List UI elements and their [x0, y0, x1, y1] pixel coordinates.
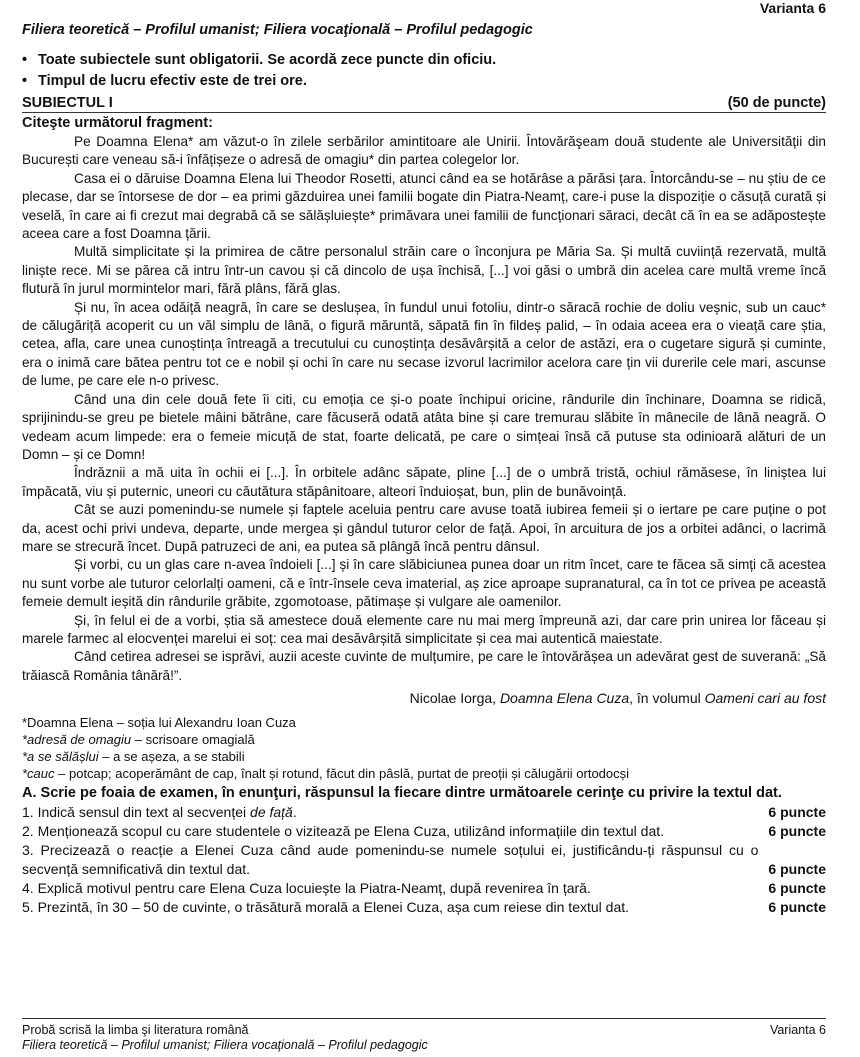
text-paragraph: Pe Doamna Elena* am văzut-o în zilele serbărilor amintitoare ale Unirii. Întovărăşeam două studente ale Universității din București care veneau să-i înfățișeze o adresă de omagiu* din partea colegelor lor. — [22, 134, 826, 168]
note-def: – soția lui Alexandru Ioan Cuza — [113, 714, 296, 730]
question-points: 6 puncte — [768, 860, 826, 877]
exam-header: Filiera teoretică – Profilul umanist; Filiera vocaţională – Profilul pedagogic — [22, 22, 533, 38]
question-item — [22, 841, 826, 879]
page-footer — [22, 1018, 826, 1053]
subject-points: (50 de puncte) — [727, 95, 826, 111]
question-text: 3. Precizează o reacție a Elenei Cuza când aude pomenindu-se numele soțului ei, justificându-ți răspunsul cu o secvență semnificativă din textul dat. — [22, 841, 759, 877]
text-paragraph: Când una din cele două fete îi citi, cu emoția ce și-o poate închipui oricine, rândurile din închinare, Doamna se ridică, sprijinindu-se greu pe bietele mâini bătrâne, care făcuseră odată atâta bine și care tremurau slăbite în mânecile de lână neagră. O vedeam acum limpede: era o femeie micuță de stat, foarte delicată, pe care o simțeai însă că putuse sta odinioară alături de un Domn – și ce Domn! — [22, 391, 826, 462]
question-text: 4. Explică motivul pentru care Elena Cuza locuiește la Piatra-Neamț, după revenirea în țară. — [22, 879, 591, 896]
question-text: 2. Menționează scopul cu care studentele o vizitează pe Elena Cuza, utilizând informațiile din textul dat. — [22, 822, 665, 839]
footer-variant: Varianta 6 — [769, 1023, 826, 1037]
source-title: Doamna Elena Cuza — [499, 690, 630, 707]
source-volume: Oameni cari au fost — [704, 690, 826, 707]
question-text-end: . — [292, 803, 297, 820]
text-paragraph: Și vorbi, cu un glas care n-avea îndoieli [...] și în care slăbiciunea punea doar un ritm încet, care te făcea să simți că acestea nu sunt vorbe ale tuturor celorlalți oameni, că e într-însele ceva imaterial, aș zice aproape supranatural, ca în tot ce privea pe această femeie demult ieșită din rândurile grăbite, zgomotoase, pătimașe și vulgare ale oamenilor. — [22, 557, 826, 610]
question-item — [22, 803, 826, 822]
rule-text: Timpul de lucru efectiv este de trei ore. — [38, 73, 307, 89]
note-term: *cauc — [22, 765, 55, 781]
note-def: – a se așeza, a se stabili — [98, 748, 245, 764]
question-points: 6 puncte — [768, 879, 826, 896]
footer-exam-name: Probă scrisă la limba şi literatura română — [22, 1023, 249, 1037]
question-text: 5. Prezintă, în 30 – 50 de cuvinte, o trăsătură morală a Elenei Cuza, așa cum reiese din textul dat. — [22, 898, 630, 915]
bullet-icon: • — [22, 52, 28, 68]
exam-page — [22, 0, 826, 917]
text-paragraph: Când cetirea adresei se isprăvi, auzii aceste cuvinte de mulțumire, pe care le întovărășea un adevărat gest de suverană: „Să trăiască România tânără!”. — [22, 649, 826, 683]
text-paragraph: Multă simplicitate și la primirea de către personalul străin care o înconjura pe Măria Sa. Și multă cuviință rezervată, multă liniște rece. Mi se părea că intru într-un cavou și că dincolo de ușa închisă, [...] voi găsi o umbră din acelea care multă vreme încă flutură în jurul mormintelor mari, fără plâns, fără glas. — [22, 244, 826, 297]
note-item — [22, 714, 826, 731]
note-item — [22, 748, 826, 765]
source-citation — [22, 689, 826, 707]
source-middle: , în volumul — [629, 690, 705, 707]
text-paragraph: Și, în felul ei de a vorbi, știa să amestece două elemente care nu mai merg împreună azi, dar care prin unirea lor făceau și marele farmec al elocvenței marelui ei soț: cea mai desăvârșită simplicitate și cea mai autentică maiestate. — [22, 612, 826, 646]
bullet-icon: • — [22, 73, 28, 89]
note-term: *a se sălășlui — [22, 748, 99, 764]
text-paragraph: Și nu, în acea odăiță neagră, în care se deslușea, în fundul unui fotoliu, dintr-o săracă rochie de doliu veșnic, sub un cauc* de călugăriță acoperit cu un văl simplu de lână, o figură măruntă, săpată fin în fildeș palid, – în odaia aceea era o vieață care știa, cetea, afla, care unea cunoștința întreagă a trecutului cu cunoștința desăvârșită a celor de astăzi, era o cugetare sigură și cuminte, era o inimă care bătea pentru tot ce e nobil și ochi în care nu secase izvorul lacrimilor acelora care țin vii durerile cele mari, ascunse de lume, pe care ele n-o privesc. — [22, 299, 826, 389]
exam-rules — [22, 51, 826, 93]
note-term: *Doamna Elena — [22, 714, 114, 730]
note-def: – potcap; acoperământ de cap, înalt și rotund, făcut din pâslă, purtat de preoții și călugării ortodocși — [54, 765, 630, 781]
question-emphasis: de față — [250, 803, 293, 820]
glossary-notes — [22, 714, 826, 782]
question-points: 6 puncte — [768, 803, 826, 820]
text-paragraph: Casa ei o dăruise Doamna Elena lui Theodor Rosetti, atunci când ea se hotărâse a părăsi țara. Întorcându-se – nu știu de ce plecase, dar se întorsese de dor – ea primi găzduirea unei familii bogate din Piatra-Neamț, care-i puse la dispoziție o căsuță curată și veselă, în care ai fi crezut mai degrabă că se sălășluiește* primăvara unei familii de funcționari săraci, decât că în ea se adăpostește aceea care a fost Doamna țării. — [22, 170, 826, 242]
question-item — [22, 898, 826, 917]
note-def: – scrisoare omagială — [131, 731, 255, 747]
question-item — [22, 822, 826, 841]
question-points: 6 puncte — [768, 898, 826, 915]
task-instruction: A. Scrie pe foaia de examen, în enunţuri, răspunsul la fiecare dintre următoarele cerinţe cu privire la textul dat. — [22, 784, 782, 801]
read-instruction: Citeşte următorul fragment: — [22, 115, 213, 131]
note-item — [22, 765, 826, 782]
rule-item — [22, 72, 826, 93]
question-list — [22, 803, 826, 917]
footer-row — [22, 1023, 826, 1038]
source-author: Nicolae Iorga, — [409, 690, 500, 707]
rule-text: Toate subiectele sunt obligatorii. Se acordă zece puncte din oficiu. — [38, 52, 497, 68]
question-points: 6 puncte — [768, 822, 826, 839]
text-paragraph: Cât se auzi pomenindu-se numele și faptele aceluia pentru care avuse toată iubirea femeii și o iertare pe care puține o pot da, acest ochi privi undeva, departe, unde mergea și gândul tuturor celor de față. Apoi, în arcuitura de jos a orbitei adânci, o lacrimă mare se strecură încet. După patruzeci de ani, ea putea să plângă încă pentru dânsul. — [22, 502, 826, 554]
note-item — [22, 731, 826, 748]
variant-label: Varianta 6 — [759, 0, 826, 16]
question-text: 1. Indică sensul din text al secvenței — [22, 803, 251, 820]
rule-item — [22, 51, 826, 72]
subject-heading — [22, 94, 826, 113]
subject-title: SUBIECTUL I — [22, 95, 113, 111]
footer-profile: Filiera teoretică – Profilul umanist; Filiera vocaţională – Profilul pedagogic — [22, 1038, 428, 1052]
note-term: *adresă de omagiu — [22, 731, 132, 747]
text-paragraph: Îndrăznii a mă uita în ochii ei [...]. În orbitele adânc săpate, pline [...] de o umbră tristă, ochiul rămăsese, în liniștea lui împăcată, viu și puternic, uneori cu căutătura stăpânitoare, alteori înduioșat, bun, plin de bunăvoință. — [22, 465, 826, 499]
question-item — [22, 879, 826, 898]
text-fragment — [22, 133, 826, 685]
